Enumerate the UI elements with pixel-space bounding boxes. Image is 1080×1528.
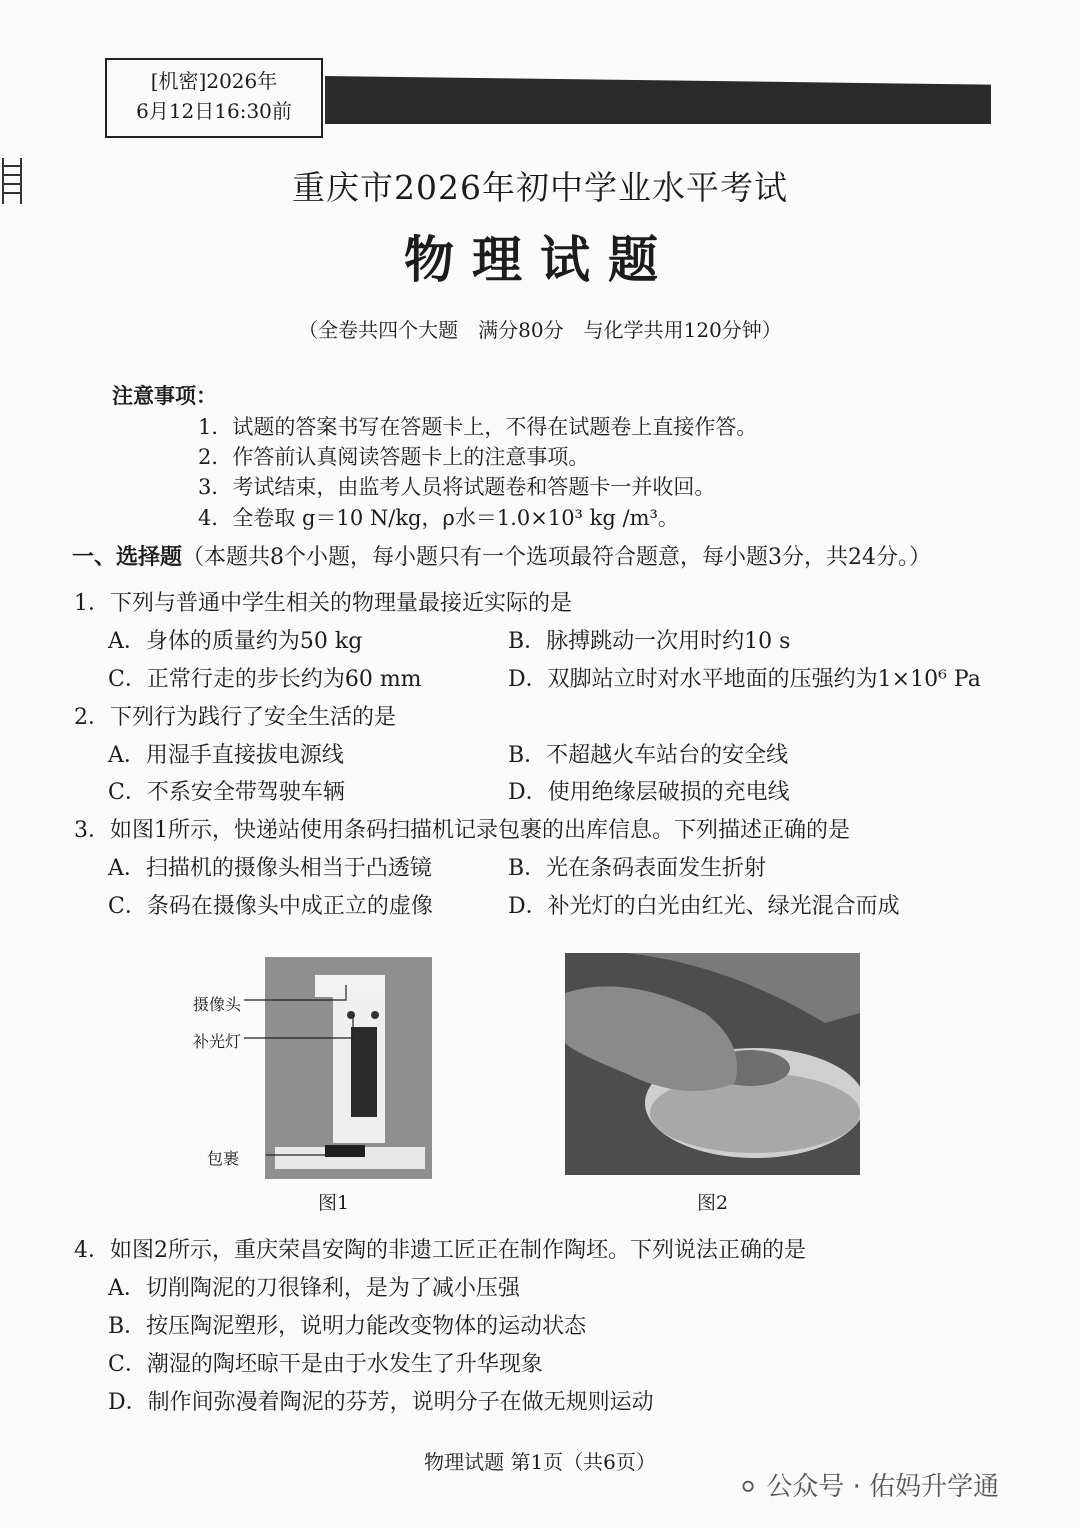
option: C．条码在摄像头中成正立的虚像	[108, 894, 433, 919]
notice-heading: 注意事项：	[112, 384, 217, 408]
question-stem: 1．下列与普通中学生相关的物理量最接近实际的是	[74, 591, 572, 616]
option: A．扫描机的摄像头相当于凸透镜	[108, 856, 432, 881]
option: D．使用绝缘层破损的充电线	[508, 780, 790, 805]
option: C．潮湿的陶坯晾干是由于水发生了升华现象	[108, 1352, 543, 1377]
option: B．按压陶泥塑形，说明力能改变物体的运动状态	[108, 1314, 587, 1339]
confidential-line-1: [机密]2026年	[150, 69, 278, 93]
option: D．制作间弥漫着陶泥的芬芳，说明分子在做无规则运动	[108, 1390, 654, 1415]
page-footer: 物理试题 第1页（共6页）	[424, 1450, 656, 1474]
option: B．脉搏跳动一次用时约10 s	[508, 629, 791, 654]
exam-subtitle: 重庆市2026年初中学业水平考试	[292, 168, 788, 207]
pottery-illustration	[565, 953, 860, 1175]
figure-1-caption: 图1	[318, 1192, 350, 1214]
notice-item: 4．全卷取 g＝10 N/kg，ρ水＝1.0×10³ kg /m³。	[198, 506, 679, 530]
figure-1-label-light: 补光灯	[193, 1032, 242, 1051]
option: D．补光灯的白光由红光、绿光混合而成	[508, 894, 900, 919]
option: C．正常行走的步长约为60 mm	[108, 667, 422, 692]
option: C．不系安全带驾驶车辆	[108, 780, 345, 805]
section-desc: （本题共8个小题，每小题只有一个选项最符合题意，每小题3分，共24分。）	[182, 545, 932, 570]
confidential-box	[105, 58, 323, 138]
exam-title: 物理试题	[404, 230, 676, 289]
watermark	[738, 1466, 999, 1503]
option: D．双脚站立时对水平地面的压强约为1×10⁶ Pa	[508, 667, 981, 692]
option: A．用湿手直接拔电源线	[108, 743, 344, 768]
notice-item: 3．考试结束，由监考人员将试题卷和答题卡一并收回。	[198, 475, 716, 499]
redaction-bar	[325, 76, 991, 124]
figure-2-pottery-photo	[565, 953, 860, 1175]
confidential-line-2: 6月12日16:30前	[136, 99, 292, 123]
question-stem: 3．如图1所示，快递站使用条码扫描机记录包裹的出库信息。下列描述正确的是	[74, 818, 850, 843]
option: A．切削陶泥的刀很锋利，是为了减小压强	[108, 1276, 520, 1301]
figure-1-label-camera: 摄像头	[193, 995, 242, 1014]
wechat-icon: ⚪	[738, 1473, 759, 1501]
notice-item: 1．试题的答案书写在答题卡上，不得在试题卷上直接作答。	[198, 415, 758, 439]
question-stem: 2．下列行为践行了安全生活的是	[74, 705, 396, 730]
option: B．不超越火车站台的安全线	[508, 743, 789, 768]
watermark-text: 公众号 · 佑妈升学通	[766, 1472, 1000, 1502]
figure-2-caption: 图2	[697, 1192, 729, 1214]
option: B．光在条码表面发生折射	[508, 856, 767, 881]
question-stem: 4．如图2所示，重庆荣昌安陶的非遗工匠正在制作陶坯。下列说法正确的是	[74, 1238, 806, 1263]
figure-1-leader-lines	[238, 985, 368, 1165]
section-label: 一、选择题	[72, 545, 183, 570]
section-heading	[72, 540, 931, 571]
figure-1-label-package: 包裹	[207, 1149, 240, 1168]
exam-info: （全卷共四个大题 满分80分 与化学共用120分钟）	[298, 318, 782, 342]
notice-item: 2．作答前认真阅读答题卡上的注意事项。	[198, 445, 590, 469]
option: A．身体的质量约为50 kg	[108, 629, 363, 654]
